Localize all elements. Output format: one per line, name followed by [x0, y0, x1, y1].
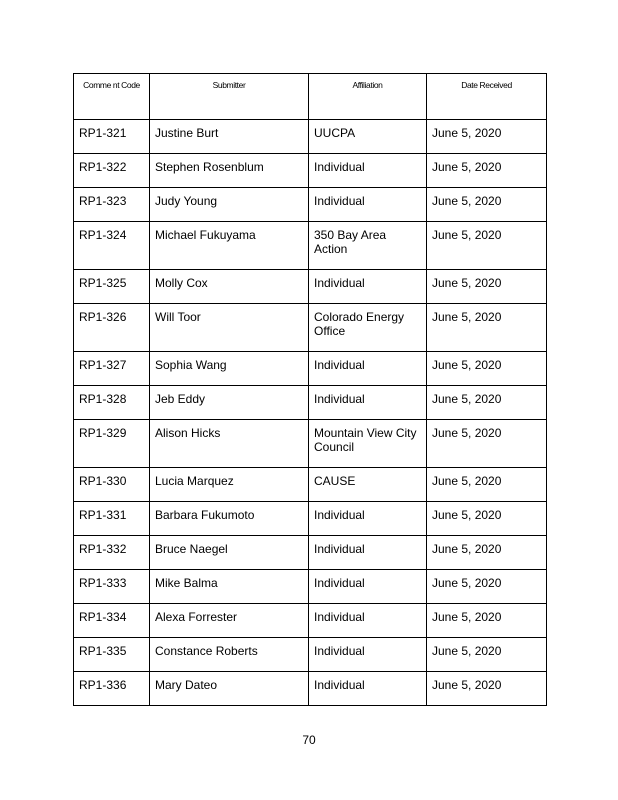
table-row: [74, 468, 547, 502]
cell-submitter: Judy Young: [150, 188, 309, 222]
cell-comment-code: RP1-333: [74, 570, 150, 604]
cell-comment-code: RP1-334: [74, 604, 150, 638]
cell-date-received: June 5, 2020: [427, 604, 547, 638]
table-row: [74, 502, 547, 536]
cell-comment-code: RP1-328: [74, 386, 150, 420]
table-row: [74, 420, 547, 468]
cell-comment-code: RP1-331: [74, 502, 150, 536]
table-row: [74, 386, 547, 420]
cell-submitter: Bruce Naegel: [150, 536, 309, 570]
cell-affiliation: Individual: [309, 270, 427, 304]
cell-affiliation: CAUSE: [309, 468, 427, 502]
table-row: [74, 222, 547, 270]
cell-submitter: Mike Balma: [150, 570, 309, 604]
cell-submitter: Jeb Eddy: [150, 386, 309, 420]
cell-submitter: Justine Burt: [150, 120, 309, 154]
cell-comment-code: RP1-330: [74, 468, 150, 502]
table-row: [74, 672, 547, 706]
cell-date-received: June 5, 2020: [427, 536, 547, 570]
cell-date-received: June 5, 2020: [427, 638, 547, 672]
cell-date-received: June 5, 2020: [427, 386, 547, 420]
cell-date-received: June 5, 2020: [427, 502, 547, 536]
cell-date-received: June 5, 2020: [427, 420, 547, 468]
cell-affiliation: Colorado Energy Office: [309, 304, 427, 352]
cell-date-received: June 5, 2020: [427, 468, 547, 502]
cell-affiliation: Individual: [309, 386, 427, 420]
cell-comment-code: RP1-324: [74, 222, 150, 270]
table-row: [74, 188, 547, 222]
cell-date-received: June 5, 2020: [427, 304, 547, 352]
cell-affiliation: Individual: [309, 536, 427, 570]
cell-comment-code: RP1-325: [74, 270, 150, 304]
cell-submitter: Lucia Marquez: [150, 468, 309, 502]
comments-table: [73, 73, 547, 706]
table-row: [74, 536, 547, 570]
table-row: [74, 120, 547, 154]
cell-comment-code: RP1-322: [74, 154, 150, 188]
table-row: [74, 270, 547, 304]
header-submitter: Submitter: [150, 74, 309, 120]
cell-comment-code: RP1-336: [74, 672, 150, 706]
cell-affiliation: Individual: [309, 502, 427, 536]
cell-affiliation: Individual: [309, 604, 427, 638]
cell-comment-code: RP1-335: [74, 638, 150, 672]
cell-comment-code: RP1-327: [74, 352, 150, 386]
cell-date-received: June 5, 2020: [427, 270, 547, 304]
header-comment-code: Comme nt Code: [74, 74, 150, 120]
cell-submitter: Constance Roberts: [150, 638, 309, 672]
cell-submitter: Will Toor: [150, 304, 309, 352]
cell-date-received: June 5, 2020: [427, 154, 547, 188]
cell-affiliation: Individual: [309, 570, 427, 604]
cell-submitter: Alison Hicks: [150, 420, 309, 468]
cell-submitter: Michael Fukuyama: [150, 222, 309, 270]
cell-comment-code: RP1-323: [74, 188, 150, 222]
cell-submitter: Stephen Rosenblum: [150, 154, 309, 188]
cell-comment-code: RP1-321: [74, 120, 150, 154]
cell-submitter: Sophia Wang: [150, 352, 309, 386]
cell-submitter: Alexa Forrester: [150, 604, 309, 638]
cell-comment-code: RP1-326: [74, 304, 150, 352]
table-row: [74, 304, 547, 352]
header-affiliation: Affiliation: [309, 74, 427, 120]
header-date-received: Date Received: [427, 74, 547, 120]
cell-submitter: Barbara Fukumoto: [150, 502, 309, 536]
cell-date-received: June 5, 2020: [427, 672, 547, 706]
table-row: [74, 570, 547, 604]
table-row: [74, 352, 547, 386]
cell-date-received: June 5, 2020: [427, 222, 547, 270]
cell-comment-code: RP1-332: [74, 536, 150, 570]
page-number: 70: [302, 733, 316, 747]
cell-affiliation: Individual: [309, 188, 427, 222]
cell-affiliation: Individual: [309, 672, 427, 706]
cell-affiliation: Individual: [309, 638, 427, 672]
cell-affiliation: Individual: [309, 352, 427, 386]
cell-submitter: Molly Cox: [150, 270, 309, 304]
cell-submitter: Mary Dateo: [150, 672, 309, 706]
table-row: [74, 154, 547, 188]
cell-date-received: June 5, 2020: [427, 120, 547, 154]
cell-affiliation: 350 Bay Area Action: [309, 222, 427, 270]
cell-comment-code: RP1-329: [74, 420, 150, 468]
cell-date-received: June 5, 2020: [427, 570, 547, 604]
cell-date-received: June 5, 2020: [427, 352, 547, 386]
table-row: [74, 638, 547, 672]
cell-date-received: June 5, 2020: [427, 188, 547, 222]
cell-affiliation: Individual: [309, 154, 427, 188]
table-row: [74, 604, 547, 638]
table-header-row: [74, 74, 547, 120]
cell-affiliation: Mountain View City Council: [309, 420, 427, 468]
cell-affiliation: UUCPA: [309, 120, 427, 154]
